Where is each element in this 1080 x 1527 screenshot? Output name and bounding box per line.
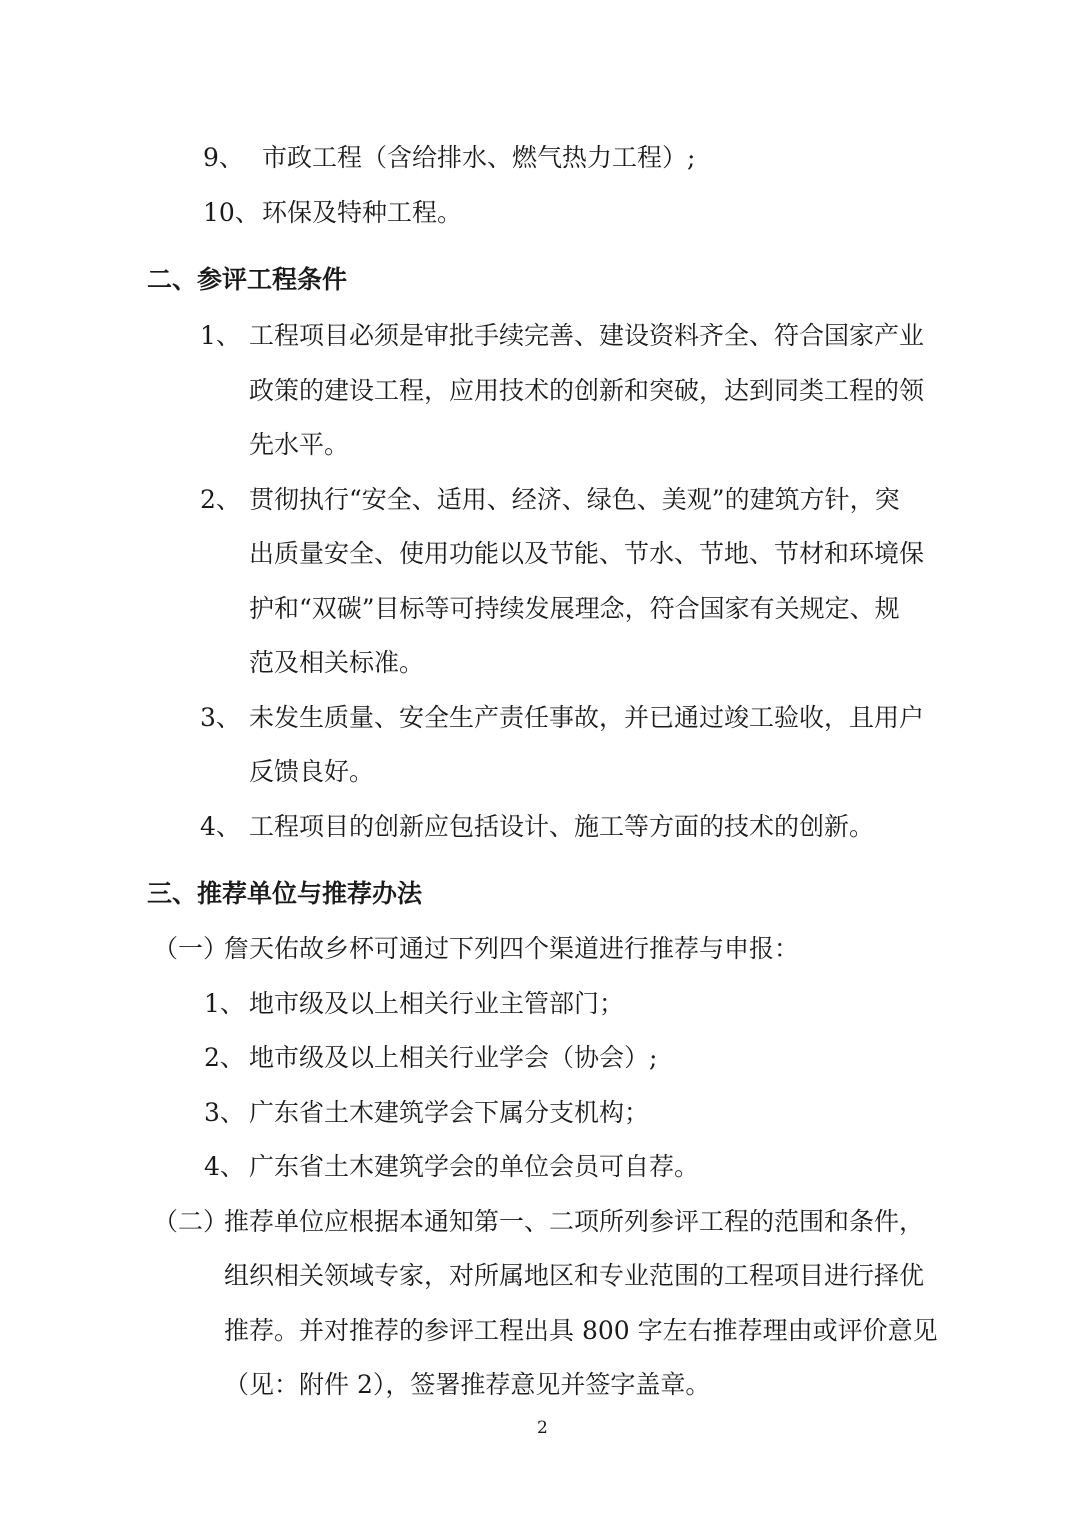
- list-number: 1、: [200, 321, 241, 350]
- paragraph-line: 组织相关领域专家，对所属地区和专业范围的工程项目进行择优: [224, 1261, 925, 1290]
- paragraph-line: 未发生质量、安全生产责任事故，并已通过竣工验收，且用户: [249, 703, 925, 732]
- list-number: 2、: [200, 485, 241, 514]
- list-number: 3、: [204, 1098, 245, 1127]
- list-number: 3、: [200, 703, 241, 732]
- paragraph-line: 先水平。: [249, 430, 350, 459]
- page-number: 2: [537, 1418, 548, 1438]
- list-number: 9、: [203, 143, 244, 172]
- paragraph-line: 工程项目必须是审批手续完善、建设资料齐全、符合国家产业: [249, 321, 925, 350]
- sub-label: （一）: [153, 934, 229, 963]
- paragraph-line: 出质量安全、使用功能以及节能、节水、节地、节材和环境保: [249, 539, 925, 568]
- section-heading: 二、参评工程条件: [147, 265, 348, 294]
- section-heading: 三、推荐单位与推荐办法: [147, 879, 423, 908]
- list-number: 10、: [203, 198, 260, 227]
- paragraph-line: 工程项目的创新应包括设计、施工等方面的技术的创新。: [249, 812, 875, 841]
- paragraph-line: 范及相关标准。: [249, 648, 425, 677]
- list-item-text: 广东省土木建筑学会下属分支机构；: [249, 1098, 650, 1127]
- sub-label: （二）: [153, 1207, 229, 1236]
- list-item-text: 市政工程（含给排水、燃气热力工程）;: [262, 143, 696, 172]
- list-number: 4、: [200, 812, 241, 841]
- list-item-text: 环保及特种工程。: [262, 198, 463, 227]
- list-number: 2、: [204, 1043, 245, 1072]
- list-item-text: 地市级及以上相关行业学会（协会）;: [249, 1043, 658, 1072]
- paragraph-line: （见：附件 2），签署推荐意见并签字盖章。: [224, 1370, 711, 1399]
- paragraph-line: 推荐单位应根据本通知第一、二项所列参评工程的范围和条件，: [224, 1207, 925, 1236]
- paragraph-line: 詹天佑故乡杯可通过下列四个渠道进行推荐与申报：: [224, 934, 800, 963]
- list-item-text: 地市级及以上相关行业主管部门；: [249, 989, 625, 1018]
- paragraph-line: 政策的建设工程，应用技术的创新和突破，达到同类工程的领: [249, 376, 925, 405]
- paragraph-line: 贯彻执行“安全、适用、经济、绿色、美观”的建筑方针，突: [249, 485, 900, 514]
- paragraph-line: 推荐。并对推荐的参评工程出具 800 字左右推荐理由或评价意见: [224, 1316, 938, 1345]
- list-number: 1、: [204, 989, 245, 1018]
- paragraph-line: 护和“双碳”目标等可持续发展理念，符合国家有关规定、规: [249, 594, 900, 623]
- list-number: 4、: [204, 1152, 245, 1181]
- paragraph-line: 反馈良好。: [249, 757, 375, 786]
- list-item-text: 广东省土木建筑学会的单位会员可自荐。: [249, 1152, 700, 1181]
